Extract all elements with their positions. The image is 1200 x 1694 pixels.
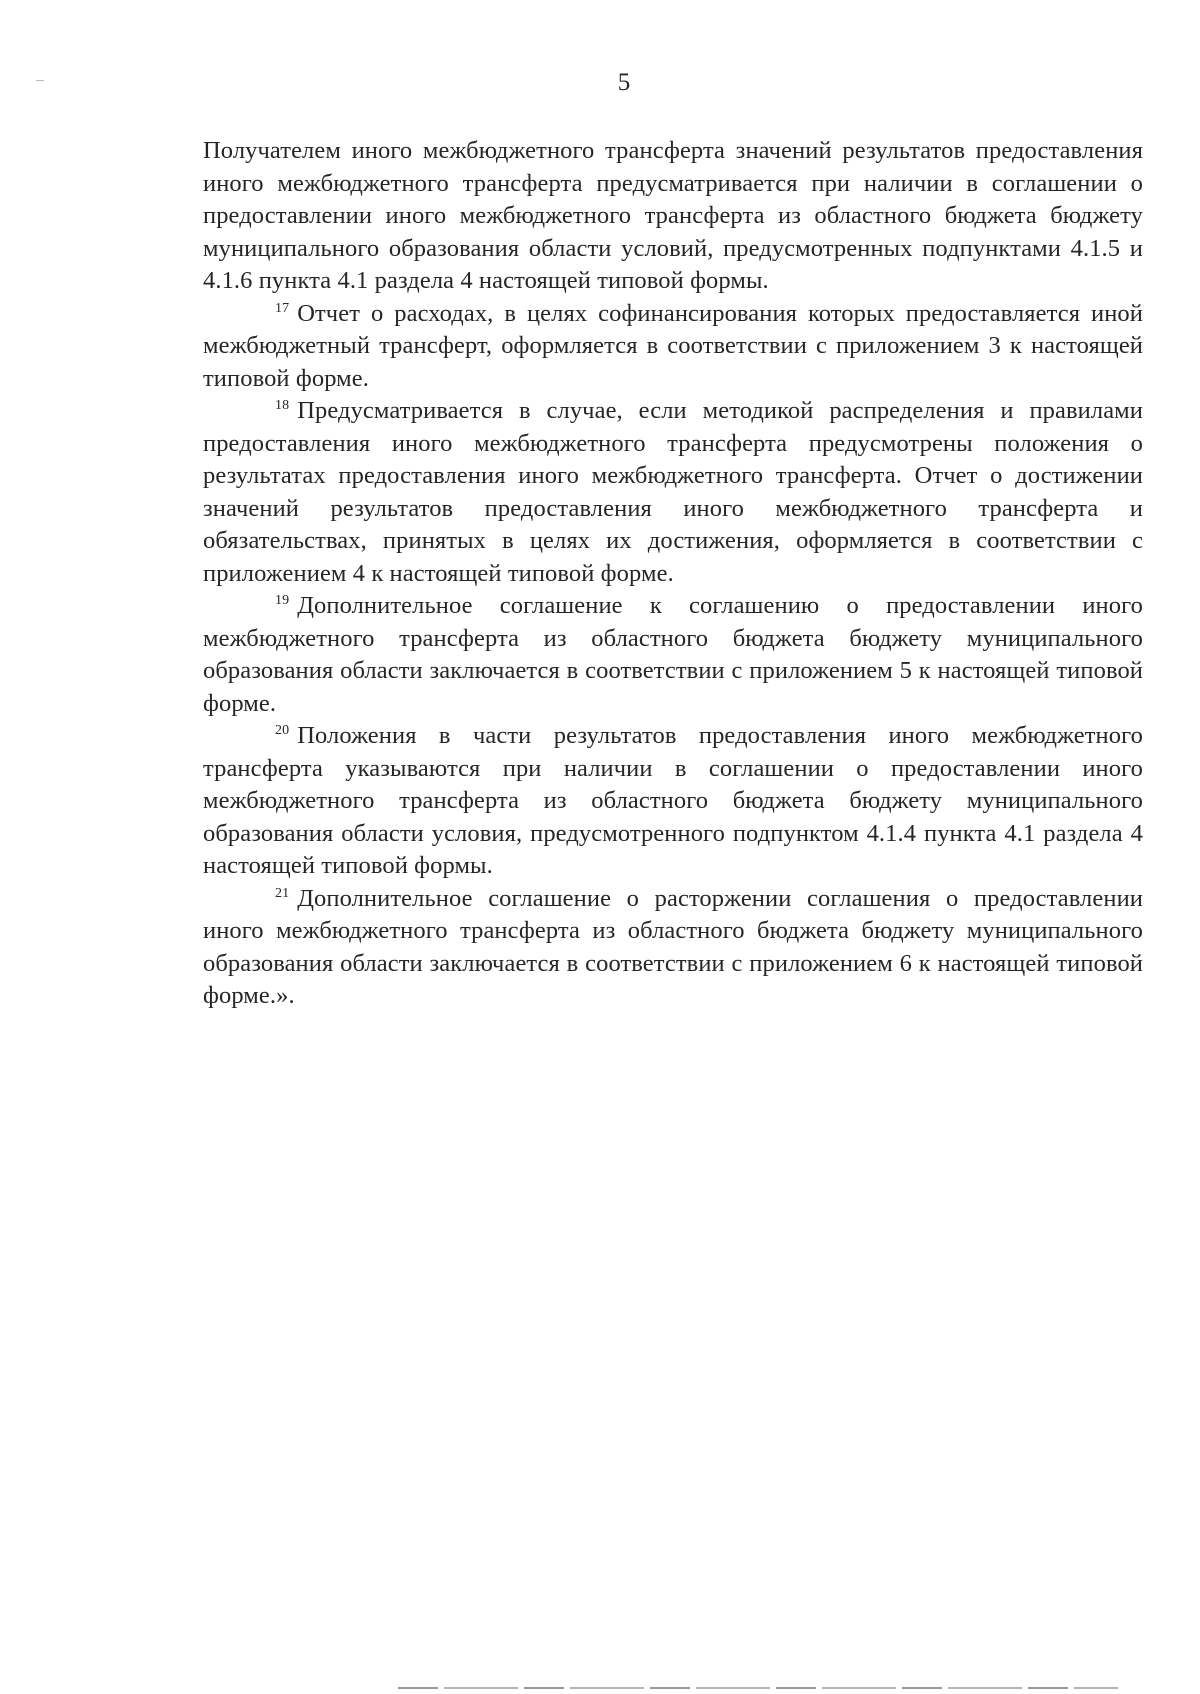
footnote-19 — [203, 590, 1143, 720]
footnote-20 — [203, 720, 1143, 883]
paragraph-continuation — [203, 135, 1143, 298]
footnote-marker: 17 — [275, 300, 290, 316]
paragraph-text: Получателем иного межбюджетного трансферта значений результатов предоставления иного межбюджетного трансферта предусматривается при наличии в соглашении о предоставлении иного межбюджетного трансферта из областного бюджета бюджету муниципального образования области условий, предусмотренных подпунктами 4.1.5 и 4.1.6 пункта 4.1 раздела 4 настоящей типовой формы. — [203, 137, 1143, 294]
footnote-marker: 20 — [275, 723, 290, 738]
footnote-17 — [203, 298, 1143, 396]
footnote-text: Отчет о расходах, в целях софинансирования которых предоставляется иной межбюджетный трансферт, оформляется в соответствии с приложением 3 к настоящей типовой форме. — [203, 299, 1143, 392]
footnote-marker: 18 — [275, 398, 290, 413]
footnote-text: Дополнительное соглашение о расторжении соглашения о предоставлении иного межбюджетного трансферта из областного бюджета бюджету муниципального образования области заключается в соответствии с приложением 6 к настоящей типовой форме.». — [203, 884, 1143, 1009]
footnote-text: Положения в части результатов предоставления иного межбюджетного трансферта указываются при наличии в соглашении о предоставлении иного межбюджетного трансферта из областного бюджета бюджету муниципального образования области условия, предусмотренного подпунктом 4.1.4 пункта 4.1 раздела 4 настоящей типовой формы. — [203, 722, 1143, 879]
footnote-18 — [203, 395, 1143, 590]
footnote-text: Предусматривается в случае, если методикой распределения и правилами предоставления иного межбюджетного трансферта предусмотрены положения о результатах предоставления иного межбюджетного трансферта. Отчет о достижении значений результатов предоставления иного межбюджетного трансферта и обязательствах, принятых в целях их достижения, оформляется в соответствии с приложением 4 к настоящей типовой форме. — [203, 397, 1143, 587]
footnote-text: Дополнительное соглашение к соглашению о предоставлении иного межбюджетного трансферта из областного бюджета бюджету муниципального образования области заключается в соответствии с приложением 5 к настоящей типовой форме. — [203, 592, 1143, 717]
footnote-21 — [203, 883, 1143, 1013]
scan-artifact-bottom-line — [398, 1687, 1118, 1689]
page-number: 5 — [617, 69, 631, 96]
footnote-marker: 21 — [275, 885, 290, 901]
footnote-marker: 19 — [275, 593, 290, 608]
document-body — [203, 135, 1143, 1013]
